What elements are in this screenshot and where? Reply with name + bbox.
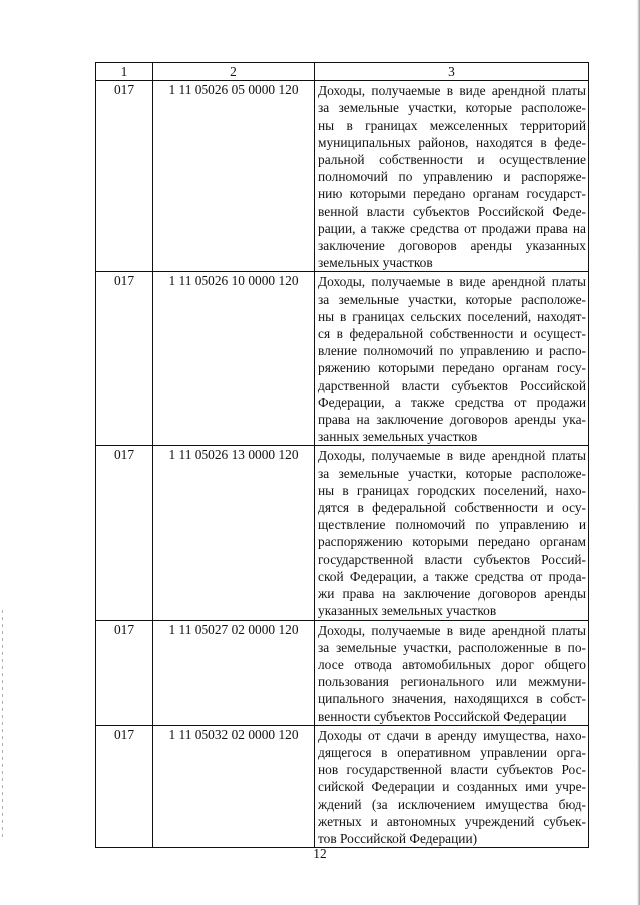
description-line: ральной собственности и осуществление [318,152,586,168]
table-row [96,446,589,620]
description-line: полномочий по управлению и распоряже- [318,169,586,185]
description-line: ны в границах сельских поселений, находят- [318,308,586,324]
revenue-description-cell [315,446,589,620]
description-line: нов государственной власти субъектов Рос- [318,762,586,778]
description-line: Доходы, получаемые в виде арендной платы [318,83,586,99]
description-line: вление полномочий по управлению и распо- [318,343,586,359]
revenue-description-cell [315,81,589,272]
budget-classification-code-cell: 1 11 05026 10 0000 120 [153,272,315,446]
description-line: Доходы от сдачи в аренду имущества, нахо- [318,727,586,743]
table-row [96,272,589,446]
description-line: ны в границах межселенных территорий [318,117,586,133]
description-line: пользования регионального или межмуни- [318,674,586,690]
description-line: Доходы, получаемые в виде арендной платы [318,622,586,638]
description-line: дятся в федеральной собственности и осу- [318,500,586,516]
revenue-codes-table [95,62,589,848]
column-header-2: 2 [153,63,315,81]
description-line: ществление полномочий по управлению и [318,517,586,533]
budget-classification-code-cell: 1 11 05027 02 0000 120 [153,620,315,725]
description-line: Федерации, а также средства от продажи [318,394,586,410]
description-line: венности субъектов Российской Федерации [318,708,567,724]
description-line: за земельные участки, которые расположе- [318,465,586,481]
description-line: ждений (за исключением имущества бюд- [318,796,586,812]
budget-classification-code-cell: 1 11 05026 05 0000 120 [153,81,315,272]
admin-code-cell: 017 [96,81,153,272]
admin-code-cell: 017 [96,446,153,620]
description-line: заключение договоров аренды указанных [318,238,586,254]
description-line: Доходы, получаемые в виде арендной платы [318,274,586,290]
description-line: тов Российской Федерации) [318,830,478,846]
description-line: распоряжению которыми передано органам [318,534,586,550]
table-row [96,81,589,272]
description-line: государственной власти субъектов Россий- [318,551,586,567]
description-line: права на заключение договоров аренды ука- [318,412,586,428]
description-line: указанных земельных участков [318,603,497,619]
description-line: нию которыми передано органам государст- [318,186,586,202]
scan-edge-left [2,610,3,840]
admin-code-cell: 017 [96,272,153,446]
admin-code-cell: 017 [96,620,153,725]
description-line: Доходы, получаемые в виде арендной платы [318,448,586,464]
description-line: занных земельных участков [318,429,478,445]
description-line: сийской Федерации и созданных ими учре- [318,779,586,795]
budget-classification-code-cell: 1 11 05026 13 0000 120 [153,446,315,620]
revenue-description-cell [315,272,589,446]
description-line: жетных и автономных учреждений субъек- [318,813,586,829]
revenue-description-cell [315,620,589,725]
table-row [96,725,589,847]
description-line: дящегося в оперативном управлении орга- [318,744,586,760]
description-line: жи права на заключение договоров аренды [318,586,586,602]
column-header-1: 1 [96,63,153,81]
page-number: 12 [313,846,327,861]
description-line: рации, а также средства от продажи права на [318,220,586,236]
table-header-row [96,63,589,81]
budget-classification-code-cell: 1 11 05032 02 0000 120 [153,725,315,847]
description-line: за земельные участки, расположенные в по- [318,639,586,655]
description-line: ны в границах городских поселений, нахо- [318,482,586,498]
admin-code-cell: 017 [96,725,153,847]
description-line: ряжению которыми передано органам госу- [318,360,586,376]
table-row [96,620,589,725]
column-header-3: 3 [315,63,589,81]
description-line: муниципальных районов, находятся в феде- [318,134,586,150]
description-line: ся в федеральной собственности и осущест- [318,326,586,342]
description-line: дарственной власти субъектов Российской [318,377,586,393]
table-body [96,63,589,848]
description-line: венной власти субъектов Российской Феде- [318,203,586,219]
description-line: за земельные участки, которые расположе- [318,291,586,307]
description-line: ской Федерации, а также средства от прода- [318,568,586,584]
description-line: за земельные участки, которые расположе- [318,100,586,116]
description-line: лосе отвода автомобильных дорог общего [318,656,586,672]
description-line: земельных участков [318,255,433,271]
description-line: ципального значения, находящихся в собст- [318,691,586,707]
revenue-description-cell [315,725,589,847]
